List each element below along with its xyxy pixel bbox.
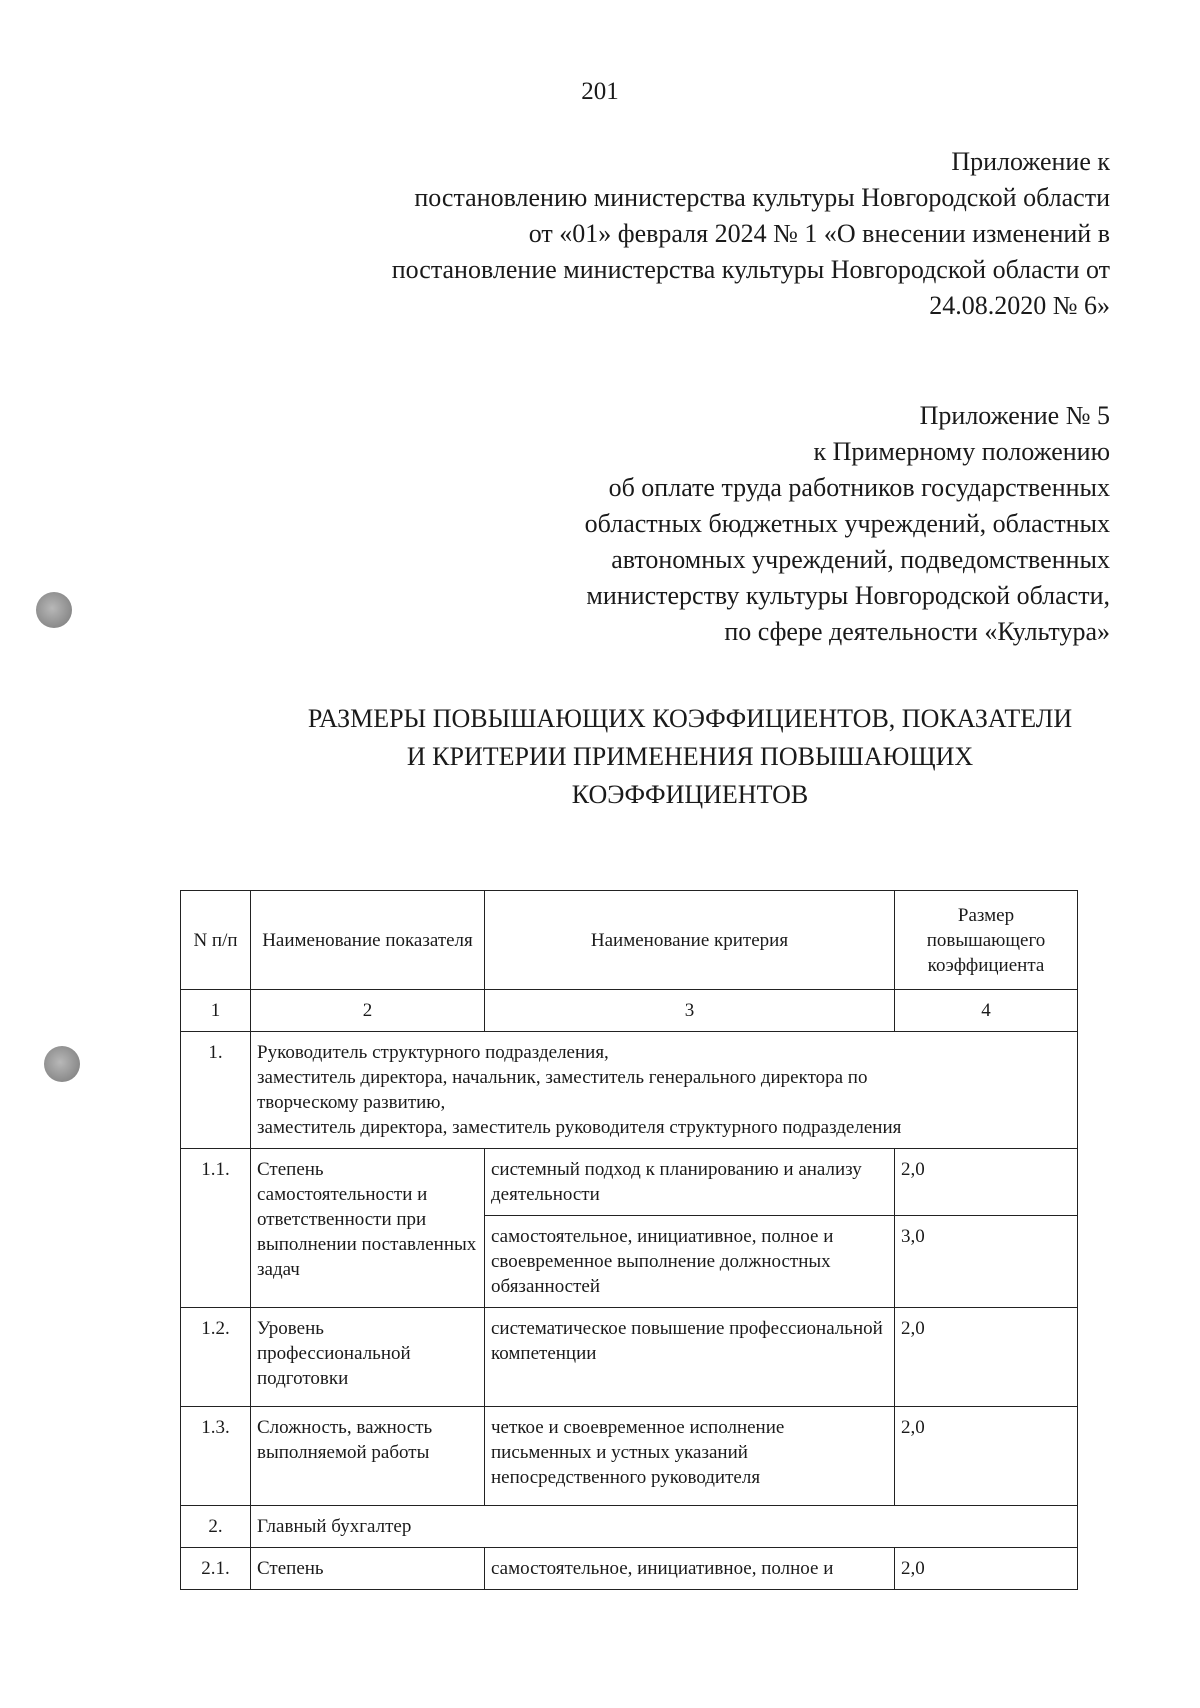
table-row <box>181 1407 1078 1506</box>
column-number-row <box>181 990 1078 1032</box>
appendix-header <box>392 144 1110 324</box>
section-title-line: творческому развитию, <box>257 1092 446 1113</box>
appendix5-header-line: к Примерному положению <box>813 437 1110 466</box>
header-criterion: Наименование критерия <box>485 891 895 990</box>
column-number: 1 <box>181 990 251 1032</box>
appendix5-header-line: об оплате труда работников государственных <box>608 473 1110 502</box>
section-title-line: заместитель директора, заместитель руководителя структурного подразделения <box>257 1117 902 1138</box>
column-number: 4 <box>895 990 1078 1032</box>
appendix-header-line: 24.08.2020 № 6» <box>929 291 1110 320</box>
table-row <box>181 1308 1078 1407</box>
appendix-header-line: Приложение к <box>951 147 1110 176</box>
appendix5-header-line: Приложение № 5 <box>919 401 1110 430</box>
header-indicator: Наименование показателя <box>251 891 485 990</box>
row-number: 2. <box>181 1506 251 1548</box>
coefficient-cell: 2,0 <box>895 1407 1078 1506</box>
header-size: Размер повышающего коэффициента <box>895 891 1078 990</box>
row-number: 1.2. <box>181 1308 251 1407</box>
column-number: 2 <box>251 990 485 1032</box>
row-number: 2.1. <box>181 1548 251 1590</box>
page-number: 201 <box>581 78 619 105</box>
indicator-cell: Уровень профессиональной подготовки <box>251 1308 485 1407</box>
column-number: 3 <box>485 990 895 1032</box>
appendix-header-line: постановлению министерства культуры Новгородской области <box>414 183 1110 212</box>
appendix5-header <box>585 398 1110 650</box>
header-num: N п/п <box>181 891 251 990</box>
appendix5-header-line: областных бюджетных учреждений, областных <box>584 509 1110 538</box>
criteria-table <box>180 890 1078 1590</box>
punch-hole <box>44 1046 80 1082</box>
coefficient-cell: 2,0 <box>895 1308 1078 1407</box>
section-title: Главный бухгалтер <box>251 1506 1078 1548</box>
coefficient-cell: 3,0 <box>895 1216 1078 1308</box>
appendix-header-line: постановление министерства культуры Новгородской области от <box>391 255 1110 284</box>
criterion-cell: систематическое повышение профессиональной компетенции <box>485 1308 895 1407</box>
row-number: 1.3. <box>181 1407 251 1506</box>
coefficient-cell: 2,0 <box>895 1149 1078 1216</box>
section-title-line: Руководитель структурного подразделения, <box>257 1042 609 1063</box>
appendix5-header-line: автономных учреждений, подведомственных <box>611 545 1110 574</box>
table-row <box>181 1149 1078 1216</box>
indicator-cell: Степень самостоятельности и ответственности при выполнении поставленных задач <box>251 1149 485 1308</box>
section-row <box>181 1032 1078 1149</box>
section-title <box>251 1032 1078 1149</box>
document-title-line: И КРИТЕРИИ ПРИМЕНЕНИЯ ПОВЫШАЮЩИХ <box>406 742 974 771</box>
table-header-row <box>181 891 1078 990</box>
appendix5-header-line: министерству культуры Новгородской области, <box>586 581 1110 610</box>
criterion-cell: самостоятельное, инициативное, полное и <box>485 1548 895 1590</box>
appendix-header-line: от «01» февраля 2024 № 1 «О внесении изменений в <box>528 219 1110 248</box>
row-number: 1. <box>181 1032 251 1149</box>
table-row <box>181 1548 1078 1590</box>
appendix5-header-line: по сфере деятельности «Культура» <box>724 617 1110 646</box>
criterion-cell: системный подход к планированию и анализу деятельности <box>485 1149 895 1216</box>
section-row <box>181 1506 1078 1548</box>
document-title-line: РАЗМЕРЫ ПОВЫШАЮЩИХ КОЭФФИЦИЕНТОВ, ПОКАЗАТЕЛИ <box>307 704 1073 733</box>
criterion-cell: четкое и своевременное исполнение письменных и устных указаний непосредственного руководителя <box>485 1407 895 1506</box>
document-title <box>250 700 1130 814</box>
indicator-cell: Степень <box>251 1548 485 1590</box>
criterion-cell: самостоятельное, инициативное, полное и своевременное выполнение должностных обязанностей <box>485 1216 895 1308</box>
section-title-line: заместитель директора, начальник, заместитель генерального директора по <box>257 1067 868 1088</box>
document-title-line: КОЭФФИЦИЕНТОВ <box>571 780 809 809</box>
row-number: 1.1. <box>181 1149 251 1308</box>
punch-hole <box>36 592 72 628</box>
coefficient-cell: 2,0 <box>895 1548 1078 1590</box>
indicator-cell: Сложность, важность выполняемой работы <box>251 1407 485 1506</box>
